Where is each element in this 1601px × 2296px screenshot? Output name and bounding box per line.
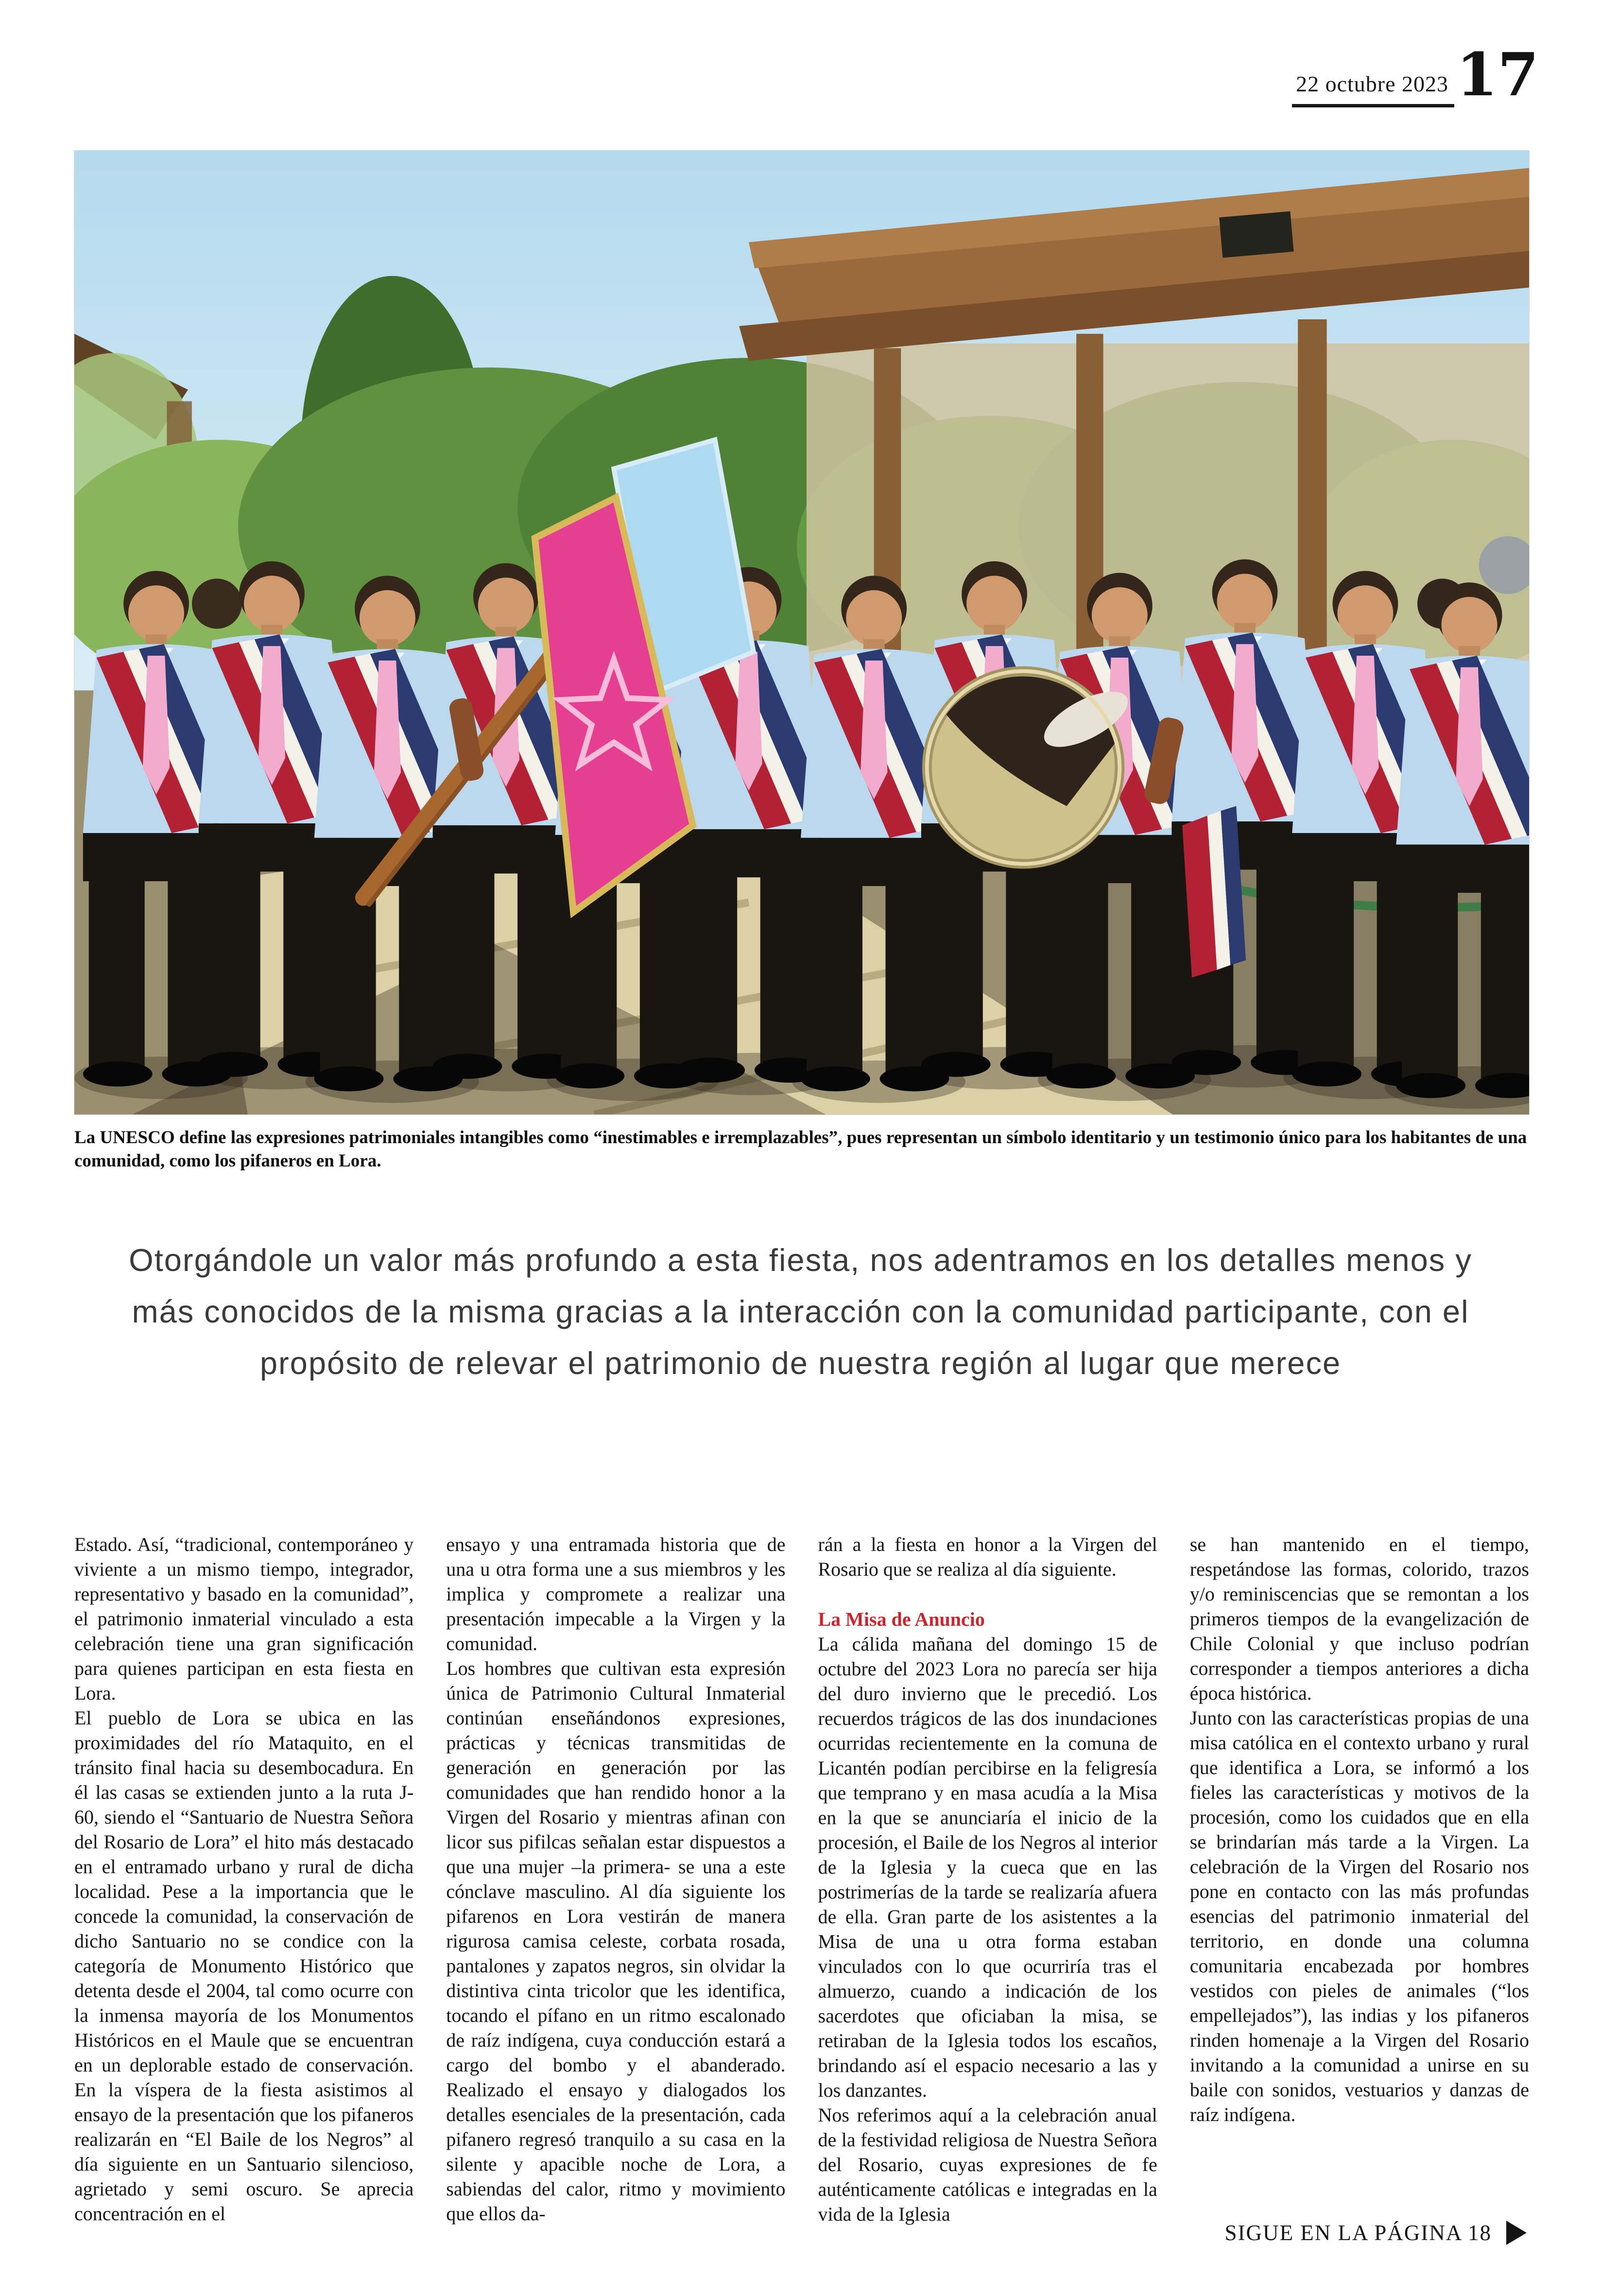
continuation-text: SIGUE EN LA PÁGINA 18 xyxy=(1224,2221,1492,2245)
section-subhead: La Misa de Anuncio xyxy=(818,1608,985,1630)
arrow-right-icon xyxy=(1506,2221,1527,2245)
page-number: 17 xyxy=(1456,39,1539,109)
article-photo xyxy=(74,151,1529,1114)
paragraph: Junto con las características propias de una misa católica en el contexto urbano y rural que identifica a Lora, se informó a los fieles las características y motivos de la procesión, como los cuidados que en ella se brindarían más tarde a la Virgen. La celebración de la Virgen del Rosario nos pone en contacto con las más profundas esencias del patrimonio inmaterial del territorio, en donde una columna comunitaria encabezada por hombres vestidos con pieles de animales (“los empellejados”), las indias y los pifaneros rinden homenaje a la Virgen del Rosario invitando a la comunidad a unirse en su baile con sonidos, vestuarios y danzas de raíz indígena. xyxy=(1189,1707,1529,2125)
paragraph: se han mantenido en el tiempo, respetándose las formas, colorido, trazos y/o reminiscencias que se remontan a los primeros tiempos de la evangelización de Chile Colonial y que incluso podrían corresponder a tiempos anteriores a dicha época histórica. xyxy=(1189,1533,1529,1704)
paragraph: Nos referimos aquí a la celebración anual de la festividad religiosa de Nuestra Señora del Rosario, cuyas expresiones de fe auténticamente católicas e integradas en la vida de la Iglesia xyxy=(818,2104,1157,2225)
continuation-notice xyxy=(1224,2220,1527,2245)
paragraph: Estado. Así, “tradicional, contemporáneo y viviente a un mismo tiempo, integrador, representativo y basado en la comunidad”, el patrimonio inmaterial vinculado a esta celebración tiene una gran significación para quienes participan en esta fiesta en Lora. xyxy=(74,1533,414,1704)
article-column-3 xyxy=(818,1532,1157,2261)
photo-caption: La UNESCO define las expresiones patrimoniales intangibles como “inestimables e irremplazables”, pues representan un símbolo identitario y un testimonio único para los habitantes de una comunidad, como los pifaneros en Lora. xyxy=(74,1128,1527,1171)
article-column-4 xyxy=(1190,1532,1529,2261)
paragraph: rán a la fiesta en honor a la Virgen del Rosario que se realiza al día siguiente. xyxy=(818,1533,1157,1580)
article-body xyxy=(74,1532,1529,2261)
pull-quote: Otorgándole un valor más profundo a esta fiesta, nos adentramos en los detalles menos y más conocidos de la misma gracias a la interacción con la comunidad participante, con el propósito de relevar el patrimonio de nuestra región al lugar que merece xyxy=(129,1242,1472,1381)
header-date: 22 octubre 2023 xyxy=(1292,73,1454,107)
article-column-1 xyxy=(74,1532,413,2261)
paragraph: Los hombres que cultivan esta expresión única de Patrimonio Cultural Inmaterial continúan enseñándonos expresiones, prácticas y técnicas transmitidas de generación en generación por las comunidades que han rendido honor a la Virgen del Rosario y mientras afinan con licor sus pifilcas señalan estar dispuestos a que una mujer –la primera- se una a este cónclave masculino. Al día siguiente los pifarenos en Lora vestirán de manera rigurosa camisa celeste, corbata rosada, pantalones y zapatos negros, sin olvidar la distintiva cinta tricolor que les identifica, tocando el pífano en un ritmo escalonado de raíz indígena, cuya conducción estará a cargo del bombo y el abanderado. Realizado el ensayo y dialogados los detalles esenciales de la presentación, cada pifanero regresó tranquilo a su casa en la silente y apacible noche de Lora, a sabiendas del calor, ritmo y movimiento que ellos da- xyxy=(446,1657,786,2225)
paragraph: La cálida mañana del domingo 15 de octubre del 2023 Lora no parecía ser hija del duro invierno que le precedió. Los recuerdos trágicos de las dos inundaciones ocurridas recientemente en la comuna de Licantén podían percibirse en la feligresía que temprano y en masa acudía a la Misa en la que se anunciaría el inicio de la procesión, el Baile de los Negros al interior de la Iglesia y la cueca que en las postrimerías de la tarde se realizaría afuera de ella. Gran parte de los asistentes a la Misa de una u otra forma estaban vinculados con lo que ocurriría tras el almuerzo, cuando a indicación de los sacerdotes que oficiaban la misa, se retiraban de la Iglesia todos los escaños, brindando así el espacio necesario a las y los danzantes. xyxy=(818,1633,1157,2101)
photo-illustration xyxy=(74,151,1529,1114)
article-column-2 xyxy=(446,1532,785,2261)
paragraph: ensayo y una entramada historia que de una u otra forma une a sus miembros y les implica y compromete a realizar una presentación impecable a la Virgen y la comunidad. xyxy=(446,1533,786,1654)
paragraph: El pueblo de Lora se ubica en las proximidades del río Mataquito, en el tránsito final hacia su desembocadura. En él las casas se extienden junto a la ruta J-60, siendo el “Santuario de Nuestra Señora del Rosario de Lora” el hito más destacado en el entramado urbano y rural de dicha localidad. Pese a la importancia que le concede la comunidad, la conservación de dicho Santuario no se condice con la categoría de Monumento Histórico que detenta desde el 2004, tal como ocurre con la inmensa mayoría de los Monumentos Históricos en el Maule que se encuentran en un deplorable estado de conservación. En la víspera de la fiesta asistimos al ensayo de la presentación que los pifaneros realizarán en “El Baile de los Negros” al día siguiente en un Santuario silencioso, agrietado y semi oscuro. Se aprecia concentración en el xyxy=(74,1707,414,2225)
